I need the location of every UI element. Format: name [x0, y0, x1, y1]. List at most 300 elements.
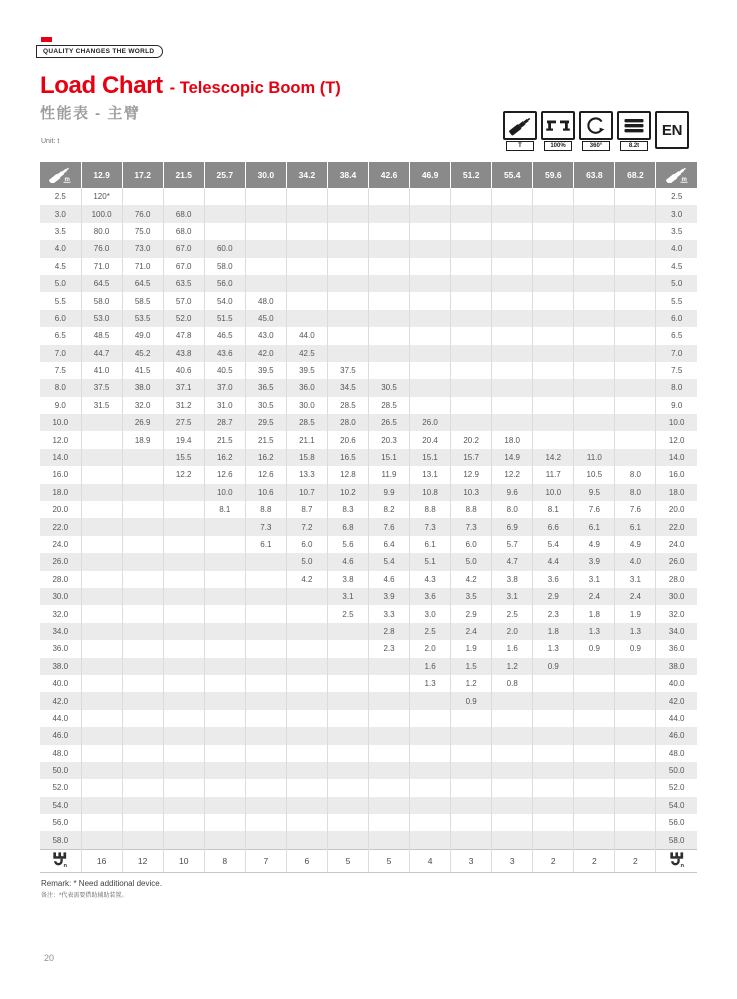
load-value-cell	[615, 675, 656, 692]
load-value-cell	[574, 814, 615, 831]
load-value-cell: 3.1	[574, 571, 615, 588]
hook-reeving-icon	[669, 851, 685, 868]
load-value-cell: 39.5	[245, 362, 286, 379]
load-value-cell	[286, 275, 327, 292]
load-value-cell	[574, 431, 615, 448]
load-value-cell: 37.5	[327, 362, 368, 379]
radius-cell: 56.0	[656, 814, 697, 831]
load-value-cell: 20.2	[451, 431, 492, 448]
load-value-cell	[410, 814, 451, 831]
load-value-cell	[492, 345, 533, 362]
load-value-cell: 6.9	[492, 518, 533, 535]
load-row	[40, 501, 697, 518]
load-value-cell	[369, 658, 410, 675]
load-value-cell	[369, 327, 410, 344]
load-value-cell: 68.0	[163, 205, 204, 222]
load-value-cell: 14.9	[492, 449, 533, 466]
load-value-cell	[533, 745, 574, 762]
load-value-cell: 31.5	[81, 397, 122, 414]
load-value-cell	[533, 223, 574, 240]
load-value-cell: 6.8	[327, 518, 368, 535]
load-value-cell	[327, 727, 368, 744]
load-value-cell	[574, 658, 615, 675]
load-value-cell	[533, 814, 574, 831]
load-value-cell	[327, 258, 368, 275]
load-value-cell	[163, 710, 204, 727]
radius-cell: 9.0	[656, 397, 697, 414]
load-value-cell	[122, 484, 163, 501]
load-value-cell: 51.5	[204, 310, 245, 327]
load-value-cell: 15.1	[369, 449, 410, 466]
reeving-count-cell: 5	[369, 849, 410, 872]
config-slewing-caption: 360°	[582, 141, 610, 151]
load-value-cell: 3.1	[492, 588, 533, 605]
load-value-cell: 2.3	[369, 640, 410, 657]
load-value-cell: 3.6	[533, 571, 574, 588]
reeving-count-cell: 4	[410, 849, 451, 872]
boom-length-header: 17.2	[122, 162, 163, 188]
boom-length-icon	[48, 166, 72, 183]
load-value-cell: 5.0	[451, 553, 492, 570]
load-value-cell	[369, 779, 410, 796]
load-value-cell	[451, 327, 492, 344]
load-value-cell	[286, 797, 327, 814]
load-value-cell	[286, 779, 327, 796]
load-value-cell: 6.6	[533, 518, 574, 535]
radius-cell: 28.0	[656, 571, 697, 588]
load-value-cell: 71.0	[81, 258, 122, 275]
load-value-cell	[410, 275, 451, 292]
radius-cell: 3.5	[40, 223, 81, 240]
load-value-cell	[163, 605, 204, 622]
load-value-cell	[122, 658, 163, 675]
radius-cell: 4.5	[40, 258, 81, 275]
load-value-cell: 1.8	[533, 623, 574, 640]
radius-cell: 26.0	[40, 553, 81, 570]
load-value-cell: 13.3	[286, 466, 327, 483]
load-value-cell: 44.0	[286, 327, 327, 344]
load-value-cell	[122, 571, 163, 588]
load-value-cell	[204, 779, 245, 796]
load-value-cell	[410, 345, 451, 362]
load-value-cell: 2.5	[327, 605, 368, 622]
load-value-cell	[615, 223, 656, 240]
svg-text:m: m	[64, 176, 71, 183]
load-value-cell	[122, 831, 163, 849]
load-value-cell	[286, 692, 327, 709]
load-value-cell: 16.2	[204, 449, 245, 466]
load-value-cell	[245, 240, 286, 257]
load-value-cell	[615, 414, 656, 431]
load-value-cell	[533, 727, 574, 744]
load-value-cell	[574, 762, 615, 779]
load-value-cell: 28.5	[327, 397, 368, 414]
load-value-cell: 6.1	[245, 536, 286, 553]
radius-cell: 36.0	[656, 640, 697, 657]
load-value-cell: 8.8	[410, 501, 451, 518]
load-value-cell	[327, 223, 368, 240]
reeving-count-cell: 7	[245, 849, 286, 872]
boom-length-header: 34.2	[286, 162, 327, 188]
load-value-cell	[81, 640, 122, 657]
radius-cell: 7.0	[40, 345, 81, 362]
load-value-cell: 8.1	[204, 501, 245, 518]
load-value-cell	[204, 188, 245, 205]
load-value-cell: 60.0	[204, 240, 245, 257]
reeving-count-cell: 2	[615, 849, 656, 872]
load-value-cell	[533, 831, 574, 849]
unit-label: Unit: t	[41, 138, 60, 145]
boom-length-header: 46.9	[410, 162, 451, 188]
load-row	[40, 327, 697, 344]
load-value-cell: 15.5	[163, 449, 204, 466]
load-value-cell	[122, 640, 163, 657]
load-value-cell: 8.0	[615, 484, 656, 501]
load-value-cell: 8.2	[369, 501, 410, 518]
load-value-cell	[574, 327, 615, 344]
svg-text:m: m	[681, 176, 687, 183]
load-value-cell	[492, 275, 533, 292]
load-value-cell	[81, 762, 122, 779]
load-value-cell: 9.9	[369, 484, 410, 501]
load-value-cell	[533, 675, 574, 692]
load-value-cell	[574, 397, 615, 414]
radius-cell: 38.0	[656, 658, 697, 675]
load-value-cell: 12.6	[245, 466, 286, 483]
radius-cell: 3.0	[656, 205, 697, 222]
load-value-cell: 11.9	[369, 466, 410, 483]
load-row	[40, 240, 697, 257]
load-value-cell	[574, 362, 615, 379]
load-value-cell: 8.1	[533, 501, 574, 518]
load-value-cell: 10.2	[327, 484, 368, 501]
load-row	[40, 275, 697, 292]
radius-cell: 22.0	[656, 518, 697, 535]
load-value-cell	[492, 727, 533, 744]
load-value-cell	[451, 710, 492, 727]
load-value-cell: 73.0	[122, 240, 163, 257]
load-value-cell: 52.0	[163, 310, 204, 327]
load-value-cell	[327, 779, 368, 796]
radius-cell: 52.0	[656, 779, 697, 796]
radius-cell: 30.0	[40, 588, 81, 605]
load-value-cell	[81, 553, 122, 570]
load-value-cell	[286, 205, 327, 222]
radius-cell: 48.0	[656, 745, 697, 762]
load-value-cell	[122, 797, 163, 814]
counterweight-icon	[622, 117, 646, 135]
load-value-cell	[163, 675, 204, 692]
load-value-cell	[410, 797, 451, 814]
load-value-cell	[163, 484, 204, 501]
load-value-cell	[286, 814, 327, 831]
load-value-cell	[615, 431, 656, 448]
config-counterweight-caption: 8.2t	[620, 141, 648, 151]
load-value-cell	[451, 258, 492, 275]
load-value-cell	[122, 675, 163, 692]
load-value-cell	[451, 414, 492, 431]
load-value-cell	[245, 275, 286, 292]
load-value-cell	[615, 310, 656, 327]
load-value-cell: 47.8	[163, 327, 204, 344]
load-value-cell: 1.2	[451, 675, 492, 692]
load-value-cell	[327, 310, 368, 327]
load-value-cell	[327, 814, 368, 831]
load-value-cell	[451, 310, 492, 327]
load-value-cell: 0.8	[492, 675, 533, 692]
radius-cell: 54.0	[656, 797, 697, 814]
load-value-cell	[81, 727, 122, 744]
load-value-cell	[574, 275, 615, 292]
load-value-cell: 120*	[81, 188, 122, 205]
load-value-cell: 8.8	[245, 501, 286, 518]
load-value-cell	[122, 518, 163, 535]
load-value-cell: 1.9	[615, 605, 656, 622]
load-value-cell	[286, 658, 327, 675]
load-value-cell	[81, 814, 122, 831]
load-value-cell: 6.1	[410, 536, 451, 553]
radius-cell: 3.5	[656, 223, 697, 240]
load-value-cell	[286, 727, 327, 744]
load-value-cell: 45.2	[122, 345, 163, 362]
load-value-cell	[615, 258, 656, 275]
load-value-cell	[204, 745, 245, 762]
load-value-cell	[574, 310, 615, 327]
language-en-label: EN	[655, 111, 689, 149]
load-value-cell: 9.5	[574, 484, 615, 501]
load-value-cell: 41.5	[122, 362, 163, 379]
radius-cell: 9.0	[40, 397, 81, 414]
load-value-cell: 15.7	[451, 449, 492, 466]
load-value-cell: 8.3	[327, 501, 368, 518]
load-value-cell	[451, 745, 492, 762]
load-value-cell	[451, 240, 492, 257]
load-value-cell	[245, 831, 286, 849]
reeving-count-cell: 16	[81, 849, 122, 872]
load-value-cell	[245, 640, 286, 657]
load-row	[40, 223, 697, 240]
load-value-cell	[81, 414, 122, 431]
load-value-cell	[574, 797, 615, 814]
load-value-cell: 43.0	[245, 327, 286, 344]
load-row	[40, 762, 697, 779]
load-value-cell: 11.0	[574, 449, 615, 466]
load-value-cell: 8.0	[615, 466, 656, 483]
load-value-cell: 30.5	[245, 397, 286, 414]
load-value-cell	[245, 605, 286, 622]
load-value-cell: 54.0	[204, 292, 245, 309]
radius-cell: 42.0	[40, 692, 81, 709]
load-value-cell	[327, 205, 368, 222]
load-value-cell	[163, 814, 204, 831]
boom-length-icon	[665, 166, 689, 183]
radius-cell: 5.5	[40, 292, 81, 309]
load-value-cell	[410, 692, 451, 709]
load-value-cell: 4.9	[574, 536, 615, 553]
radius-cell: 24.0	[40, 536, 81, 553]
load-value-cell	[615, 205, 656, 222]
load-value-cell	[451, 223, 492, 240]
load-row	[40, 310, 697, 327]
load-value-cell: 0.9	[574, 640, 615, 657]
load-value-cell	[327, 640, 368, 657]
load-value-cell	[245, 692, 286, 709]
load-value-cell	[369, 710, 410, 727]
load-value-cell: 6.1	[615, 518, 656, 535]
load-row	[40, 605, 697, 622]
load-value-cell: 1.6	[410, 658, 451, 675]
load-value-cell	[122, 466, 163, 483]
load-value-cell: 40.5	[204, 362, 245, 379]
load-value-cell	[451, 762, 492, 779]
radius-cell: 7.0	[656, 345, 697, 362]
load-value-cell	[615, 797, 656, 814]
load-value-cell: 2.9	[533, 588, 574, 605]
load-value-cell: 36.0	[286, 379, 327, 396]
load-value-cell: 64.5	[81, 275, 122, 292]
load-value-cell	[163, 727, 204, 744]
load-value-cell	[245, 745, 286, 762]
load-value-cell	[451, 814, 492, 831]
load-value-cell	[574, 240, 615, 257]
load-row	[40, 623, 697, 640]
load-value-cell	[327, 797, 368, 814]
load-value-cell	[163, 692, 204, 709]
load-value-cell	[163, 640, 204, 657]
load-value-cell	[163, 553, 204, 570]
load-value-cell	[286, 640, 327, 657]
load-value-cell	[163, 762, 204, 779]
radius-cell: 7.5	[656, 362, 697, 379]
load-row	[40, 588, 697, 605]
boom-length-header: 25.7	[204, 162, 245, 188]
brand-red-dash	[41, 37, 52, 42]
load-value-cell	[533, 397, 574, 414]
load-value-cell	[286, 710, 327, 727]
load-value-cell: 10.7	[286, 484, 327, 501]
load-value-cell	[369, 345, 410, 362]
load-value-cell	[533, 431, 574, 448]
load-value-cell	[574, 292, 615, 309]
load-value-cell	[369, 223, 410, 240]
load-value-cell	[410, 397, 451, 414]
load-value-cell	[204, 640, 245, 657]
radius-cell: 8.0	[656, 379, 697, 396]
load-value-cell	[451, 727, 492, 744]
load-value-cell	[451, 779, 492, 796]
load-value-cell: 2.3	[533, 605, 574, 622]
telescopic-boom-icon	[507, 116, 533, 136]
load-value-cell: 46.5	[204, 327, 245, 344]
load-value-cell	[163, 658, 204, 675]
load-value-cell	[81, 675, 122, 692]
load-row	[40, 710, 697, 727]
config-boom-mode-caption: T	[506, 141, 534, 151]
load-value-cell	[451, 205, 492, 222]
load-value-cell	[533, 258, 574, 275]
hook-corner-cell	[40, 849, 81, 872]
reeving-count-cell: 8	[204, 849, 245, 872]
load-value-cell	[410, 205, 451, 222]
load-value-cell	[327, 710, 368, 727]
load-value-cell	[286, 605, 327, 622]
reeving-count-cell: 10	[163, 849, 204, 872]
load-value-cell: 2.8	[369, 623, 410, 640]
load-value-cell	[410, 379, 451, 396]
load-chart-table	[40, 162, 697, 873]
load-value-cell	[492, 692, 533, 709]
radius-cell: 2.5	[40, 188, 81, 205]
load-value-cell: 4.6	[327, 553, 368, 570]
config-outriggers-caption: 100%	[544, 141, 572, 151]
load-value-cell: 9.6	[492, 484, 533, 501]
load-value-cell: 10.0	[204, 484, 245, 501]
boom-length-header: 30.0	[245, 162, 286, 188]
radius-cell: 52.0	[40, 779, 81, 796]
page-subtitle-cn: 性能表 - 主臂	[40, 105, 141, 122]
load-value-cell: 41.0	[81, 362, 122, 379]
load-value-cell	[163, 501, 204, 518]
load-value-cell: 15.1	[410, 449, 451, 466]
load-value-cell	[492, 240, 533, 257]
load-value-cell	[204, 553, 245, 570]
remark-en: Remark: * Need additional device.	[41, 879, 162, 888]
load-value-cell	[492, 310, 533, 327]
radius-cell: 58.0	[656, 831, 697, 849]
load-value-cell: 7.3	[451, 518, 492, 535]
load-value-cell: 21.1	[286, 431, 327, 448]
load-value-cell	[163, 745, 204, 762]
radius-cell: 6.5	[656, 327, 697, 344]
load-value-cell	[574, 379, 615, 396]
load-value-cell	[369, 240, 410, 257]
load-value-cell	[245, 623, 286, 640]
config-counterweight	[617, 111, 651, 151]
reeving-count-cell: 3	[492, 849, 533, 872]
load-value-cell	[492, 414, 533, 431]
load-row	[40, 345, 697, 362]
load-value-cell	[327, 658, 368, 675]
load-value-cell: 20.3	[369, 431, 410, 448]
config-boom-mode	[503, 111, 537, 151]
load-value-cell: 26.0	[410, 414, 451, 431]
load-value-cell: 12.9	[451, 466, 492, 483]
load-value-cell: 2.4	[574, 588, 615, 605]
load-value-cell	[369, 310, 410, 327]
load-value-cell	[574, 727, 615, 744]
load-value-cell: 7.6	[574, 501, 615, 518]
load-value-cell: 20.4	[410, 431, 451, 448]
radius-cell: 32.0	[656, 605, 697, 622]
load-value-cell	[410, 292, 451, 309]
load-value-cell	[410, 779, 451, 796]
load-row	[40, 188, 697, 205]
load-value-cell	[204, 831, 245, 849]
load-value-cell	[492, 379, 533, 396]
load-row	[40, 414, 697, 431]
load-value-cell	[327, 275, 368, 292]
rotation-360-icon	[584, 115, 608, 137]
load-value-cell	[533, 275, 574, 292]
load-value-cell	[410, 745, 451, 762]
load-value-cell	[615, 327, 656, 344]
radius-corner-header	[40, 162, 81, 188]
load-value-cell	[492, 205, 533, 222]
load-row	[40, 658, 697, 675]
load-value-cell	[245, 762, 286, 779]
load-value-cell: 3.9	[369, 588, 410, 605]
load-value-cell	[327, 692, 368, 709]
